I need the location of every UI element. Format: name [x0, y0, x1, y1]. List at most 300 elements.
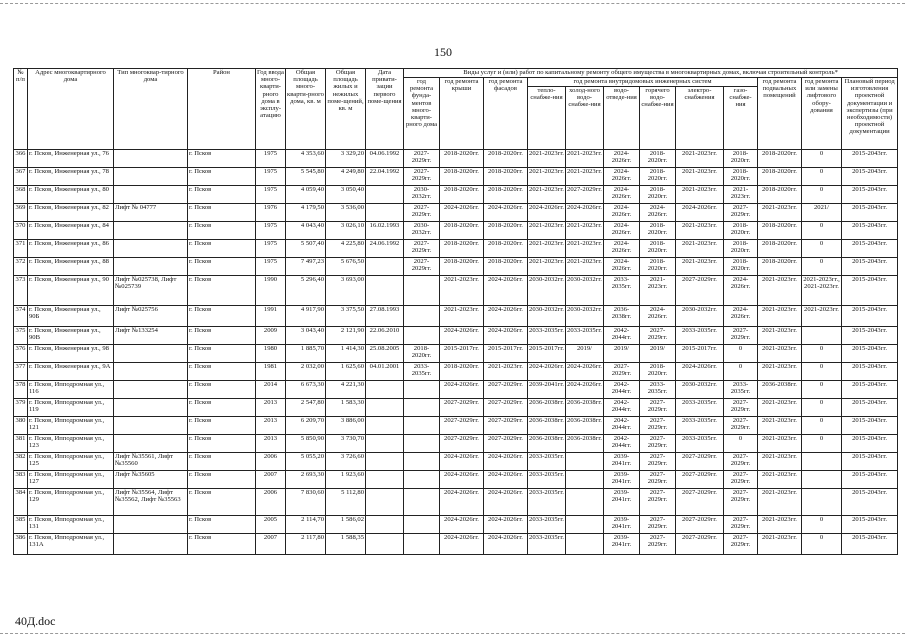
- living-area-cell: 3 693,00: [326, 276, 366, 306]
- address-cell: г. Псков, Ипподромная ул., 125: [28, 453, 114, 471]
- address-cell: г. Псков, Инженерная ул., 90: [28, 276, 114, 306]
- living-area-cell: 3 375,50: [326, 306, 366, 327]
- elevator-cell: 0: [802, 363, 842, 381]
- living-area-cell: 3 050,40: [326, 186, 366, 204]
- foundation-cell: [404, 399, 440, 417]
- total-area-cell: 5 545,80: [286, 168, 326, 186]
- heat-cell: 2021-2023гг.: [528, 168, 566, 186]
- year-built-cell: 2005: [256, 516, 286, 534]
- house-type-cell: Лифт №025756: [114, 306, 188, 327]
- privatization-date-cell: [366, 453, 404, 471]
- elevator-cell: [802, 327, 842, 345]
- heat-cell: 2021-2023гг.: [528, 186, 566, 204]
- sewage-cell: 2033-2035гг.: [604, 276, 640, 306]
- foundation-cell: [404, 453, 440, 471]
- cold-water-cell: 2030-2032гг.: [566, 306, 604, 327]
- house-type-cell: [114, 258, 188, 276]
- table-row: [14, 534, 898, 555]
- living-area-cell: 5 676,50: [326, 258, 366, 276]
- hot-water-cell: 2027-2029гг.: [640, 516, 676, 534]
- electric-cell: 2021-2023гг.: [676, 186, 724, 204]
- sewage-cell: 2039-2041гг.: [604, 471, 640, 489]
- district-cell: г. Псков: [188, 222, 256, 240]
- table-row: [14, 489, 898, 516]
- header-electric: электро-снабжения: [676, 87, 724, 150]
- roof-cell: 2024-2026гг.: [440, 381, 484, 399]
- basement-cell: 2021-2023гг.: [758, 516, 802, 534]
- sewage-cell: 2039-2041гг.: [604, 489, 640, 516]
- row-number: 374: [14, 306, 28, 327]
- heat-cell: 2033-2035гг.: [528, 453, 566, 471]
- roof-cell: 2024-2026гг.: [440, 489, 484, 516]
- total-area-cell: 7 497,23: [286, 258, 326, 276]
- foundation-cell: 2030-2032гг.: [404, 222, 440, 240]
- heat-cell: 2033-2035гг.: [528, 327, 566, 345]
- heat-cell: 2024-2026гг.: [528, 204, 566, 222]
- year-built-cell: 1991: [256, 306, 286, 327]
- header-engineering-group: год ремонта внутридомовых инженерных систем: [528, 78, 758, 87]
- gas-cell: 0: [724, 435, 758, 453]
- header-planned-period: Плановый период изготовления проектной документации и экспертизы (при необходимости) проектной документации: [842, 78, 898, 150]
- elevator-cell: [802, 471, 842, 489]
- district-cell: г. Псков: [188, 186, 256, 204]
- roof-cell: 2021-2023гг.: [440, 306, 484, 327]
- hot-water-cell: 2018-2020гг.: [640, 150, 676, 168]
- living-area-cell: 3 026,10: [326, 222, 366, 240]
- foundation-cell: [404, 471, 440, 489]
- facade-cell: 2024-2026гг.: [484, 306, 528, 327]
- heat-cell: 2033-2035гг.: [528, 516, 566, 534]
- hot-water-cell: 2024-2026гг.: [640, 204, 676, 222]
- heat-cell: 2021-2023гг.: [528, 222, 566, 240]
- sewage-cell: 2024-2026гг.: [604, 168, 640, 186]
- hot-water-cell: 2027-2029гг.: [640, 435, 676, 453]
- roof-cell: 2018-2020гг.: [440, 240, 484, 258]
- basement-cell: 2018-2020гг.: [758, 186, 802, 204]
- heat-cell: 2024-2026гг.: [528, 363, 566, 381]
- facade-cell: 2015-2017гг.: [484, 345, 528, 363]
- row-number: 369: [14, 204, 28, 222]
- table-row: [14, 168, 898, 186]
- planned-period-cell: 2015-2043гг.: [842, 516, 898, 534]
- foundation-cell: [404, 381, 440, 399]
- house-type-cell: Лифт №025738, Лифт №025739: [114, 276, 188, 306]
- header-num: № п/п: [14, 69, 28, 150]
- facade-cell: 2018-2020гг.: [484, 168, 528, 186]
- gas-cell: 2027-2029гг.: [724, 453, 758, 471]
- cold-water-cell: 2024-2026гг.: [566, 381, 604, 399]
- living-area-cell: 4 249,80: [326, 168, 366, 186]
- gas-cell: 2018-2020гг.: [724, 240, 758, 258]
- row-number: 384: [14, 489, 28, 516]
- planned-period-cell: 2015-2043гг.: [842, 222, 898, 240]
- row-number: 380: [14, 417, 28, 435]
- privatization-date-cell: 24.06.1992: [366, 240, 404, 258]
- district-cell: г. Псков: [188, 453, 256, 471]
- electric-cell: 2027-2029гг.: [676, 489, 724, 516]
- year-built-cell: 1975: [256, 186, 286, 204]
- house-type-cell: [114, 240, 188, 258]
- year-built-cell: 1980: [256, 345, 286, 363]
- row-number: 372: [14, 258, 28, 276]
- total-area-cell: 4 353,60: [286, 150, 326, 168]
- foundation-cell: [404, 516, 440, 534]
- gas-cell: 2018-2020гг.: [724, 222, 758, 240]
- sewage-cell: 2024-2026гг.: [604, 258, 640, 276]
- gas-cell: 2018-2020гг.: [724, 168, 758, 186]
- sewage-cell: 2024-2026гг.: [604, 150, 640, 168]
- facade-cell: 2027-2029гг.: [484, 381, 528, 399]
- address-cell: г. Псков, Ипподромная ул., 131А: [28, 534, 114, 555]
- privatization-date-cell: [366, 534, 404, 555]
- house-type-cell: [114, 150, 188, 168]
- planned-period-cell: 2015-2043гг.: [842, 381, 898, 399]
- heat-cell: 2033-2035гг.: [528, 534, 566, 555]
- roof-cell: 2024-2026гг.: [440, 516, 484, 534]
- privatization-date-cell: [366, 204, 404, 222]
- table-row: [14, 240, 898, 258]
- row-number: 379: [14, 399, 28, 417]
- planned-period-cell: 2015-2043гг.: [842, 363, 898, 381]
- privatization-date-cell: [366, 435, 404, 453]
- electric-cell: 2021-2023гг.: [676, 168, 724, 186]
- basement-cell: 2021-2023гг.: [758, 204, 802, 222]
- house-type-cell: [114, 516, 188, 534]
- total-area-cell: 4 043,40: [286, 222, 326, 240]
- address-cell: г. Псков, Ипподромная ул., 131: [28, 516, 114, 534]
- electric-cell: 2024-2026гг.: [676, 204, 724, 222]
- elevator-cell: 0: [802, 345, 842, 363]
- house-type-cell: [114, 168, 188, 186]
- header-facade: год ремонта фасадов: [484, 78, 528, 150]
- year-built-cell: 2013: [256, 417, 286, 435]
- living-area-cell: 1 588,35: [326, 534, 366, 555]
- electric-cell: 2021-2023гг.: [676, 240, 724, 258]
- heat-cell: 2021-2023гг.: [528, 240, 566, 258]
- total-area-cell: 4 179,50: [286, 204, 326, 222]
- row-number: 386: [14, 534, 28, 555]
- top-dashed-border: [0, 3, 905, 4]
- roof-cell: 2018-2020гг.: [440, 363, 484, 381]
- privatization-date-cell: 16.02.1993: [366, 222, 404, 240]
- roof-cell: 2021-2023гг.: [440, 276, 484, 306]
- sewage-cell: 2027-2029гг.: [604, 363, 640, 381]
- hot-water-cell: 2018-2020гг.: [640, 258, 676, 276]
- elevator-cell: 0: [802, 186, 842, 204]
- elevator-cell: 0: [802, 534, 842, 555]
- repair-schedule-table: [13, 68, 898, 555]
- gas-cell: 2027-2029гг.: [724, 399, 758, 417]
- row-number: 371: [14, 240, 28, 258]
- planned-period-cell: 2015-2043гг.: [842, 435, 898, 453]
- electric-cell: 2027-2029гг.: [676, 534, 724, 555]
- row-number: 375: [14, 327, 28, 345]
- address-cell: г. Псков, Инженерная ул., 88: [28, 258, 114, 276]
- roof-cell: 2024-2026гг.: [440, 534, 484, 555]
- roof-cell: 2024-2026гг.: [440, 453, 484, 471]
- district-cell: г. Псков: [188, 306, 256, 327]
- gas-cell: 2024-2026гг.: [724, 306, 758, 327]
- house-type-cell: [114, 381, 188, 399]
- header-house-type: Тип многоквар-тирного дома: [114, 69, 188, 150]
- heat-cell: 2036-2038гг.: [528, 417, 566, 435]
- facade-cell: 2027-2029гг.: [484, 435, 528, 453]
- basement-cell: 2021-2023гг.: [758, 453, 802, 471]
- address-cell: г. Псков, Инженерная ул., 80: [28, 186, 114, 204]
- district-cell: г. Псков: [188, 534, 256, 555]
- foundation-cell: 2027-2029гг.: [404, 204, 440, 222]
- cold-water-cell: 2036-2038гг.: [566, 399, 604, 417]
- cold-water-cell: 2036-2038гг.: [566, 417, 604, 435]
- elevator-cell: 0: [802, 399, 842, 417]
- district-cell: г. Псков: [188, 399, 256, 417]
- cold-water-cell: 2024-2026гг.: [566, 363, 604, 381]
- header-district: Район: [188, 69, 256, 150]
- header-living-area: Общая площадь жилых и нежилых поме-щений, кв. м: [326, 69, 366, 150]
- planned-period-cell: 2015-2043гг.: [842, 489, 898, 516]
- living-area-cell: 1 923,60: [326, 471, 366, 489]
- row-number: 373: [14, 276, 28, 306]
- privatization-date-cell: 04.06.1992: [366, 150, 404, 168]
- planned-period-cell: 2015-2043гг.: [842, 150, 898, 168]
- electric-cell: 2033-2035гг.: [676, 327, 724, 345]
- facade-cell: 2027-2029гг.: [484, 399, 528, 417]
- sewage-cell: 2042-2044гг.: [604, 399, 640, 417]
- hot-water-cell: 2027-2029гг.: [640, 399, 676, 417]
- hot-water-cell: 2018-2020гг.: [640, 186, 676, 204]
- privatization-date-cell: [366, 258, 404, 276]
- hot-water-cell: 2024-2026гг.: [640, 306, 676, 327]
- living-area-cell: 3 536,00: [326, 204, 366, 222]
- basement-cell: 2021-2023гг.: [758, 534, 802, 555]
- header-address: Адрес многоквартирного дома: [28, 69, 114, 150]
- facade-cell: 2024-2026гг.: [484, 489, 528, 516]
- planned-period-cell: 2015-2043гг.: [842, 453, 898, 471]
- page-number: 150: [434, 45, 452, 59]
- heat-cell: 2021-2023гг.: [528, 258, 566, 276]
- table-row: [14, 306, 898, 327]
- address-cell: г. Псков, Ипподромная ул., 116: [28, 381, 114, 399]
- cold-water-cell: 2021-2023гг.: [566, 168, 604, 186]
- total-area-cell: 4 917,90: [286, 306, 326, 327]
- district-cell: г. Псков: [188, 258, 256, 276]
- electric-cell: 2033-2035гг.: [676, 417, 724, 435]
- header-roof: год ремонта крыши: [440, 78, 484, 150]
- house-type-cell: Лифт №35564, Лифт №35562, Лифт №35563: [114, 489, 188, 516]
- year-built-cell: 1976: [256, 204, 286, 222]
- planned-period-cell: 2015-2043гг.: [842, 345, 898, 363]
- sewage-cell: 2042-2044гг.: [604, 381, 640, 399]
- cold-water-cell: 2030-2032гг.: [566, 276, 604, 306]
- address-cell: г. Псков, Инженерная ул., 84: [28, 222, 114, 240]
- elevator-cell: 0: [802, 222, 842, 240]
- sewage-cell: 2042-2044гг.: [604, 327, 640, 345]
- total-area-cell: 6 209,70: [286, 417, 326, 435]
- header-heat: тепло-снабже-ния: [528, 87, 566, 150]
- table-row: [14, 435, 898, 453]
- sewage-cell: 2024-2026гг.: [604, 204, 640, 222]
- district-cell: г. Псков: [188, 327, 256, 345]
- privatization-date-cell: 25.08.2005: [366, 345, 404, 363]
- total-area-cell: 5 850,90: [286, 435, 326, 453]
- gas-cell: 2021-2023гг.: [724, 186, 758, 204]
- electric-cell: 2015-2017гг.: [676, 345, 724, 363]
- cold-water-cell: [566, 534, 604, 555]
- row-number: 376: [14, 345, 28, 363]
- table-row: [14, 345, 898, 363]
- row-number: 378: [14, 381, 28, 399]
- living-area-cell: 3 886,00: [326, 417, 366, 435]
- district-cell: г. Псков: [188, 489, 256, 516]
- table-row: [14, 222, 898, 240]
- total-area-cell: 2 693,30: [286, 471, 326, 489]
- total-area-cell: 2 032,00: [286, 363, 326, 381]
- planned-period-cell: 2015-2043гг.: [842, 327, 898, 345]
- district-cell: г. Псков: [188, 168, 256, 186]
- district-cell: г. Псков: [188, 435, 256, 453]
- basement-cell: 2021-2023гг.: [758, 345, 802, 363]
- facade-cell: 2027-2029гг.: [484, 417, 528, 435]
- year-built-cell: 2007: [256, 471, 286, 489]
- foundation-cell: [404, 306, 440, 327]
- hot-water-cell: 2021-2023гг.: [640, 276, 676, 306]
- planned-period-cell: 2015-2043гг.: [842, 186, 898, 204]
- facade-cell: 2024-2026гг.: [484, 204, 528, 222]
- table-row: [14, 471, 898, 489]
- hot-water-cell: 2027-2029гг.: [640, 453, 676, 471]
- heat-cell: 2033-2035гг.: [528, 489, 566, 516]
- table-row: [14, 327, 898, 345]
- basement-cell: 2018-2020гг.: [758, 258, 802, 276]
- row-number: 381: [14, 435, 28, 453]
- hot-water-cell: 2018-2020гг.: [640, 168, 676, 186]
- cold-water-cell: 2033-2035гг.: [566, 327, 604, 345]
- year-built-cell: 1975: [256, 222, 286, 240]
- cold-water-cell: [566, 489, 604, 516]
- foundation-cell: [404, 276, 440, 306]
- basement-cell: 2021-2023гг.: [758, 399, 802, 417]
- header-sewage: водо-отведе-ния: [604, 87, 640, 150]
- cold-water-cell: [566, 471, 604, 489]
- address-cell: г. Псков, Инженерная ул., 90Б: [28, 306, 114, 327]
- year-built-cell: 1975: [256, 168, 286, 186]
- house-type-cell: [114, 186, 188, 204]
- privatization-date-cell: [366, 186, 404, 204]
- living-area-cell: 1 625,60: [326, 363, 366, 381]
- total-area-cell: 5 055,20: [286, 453, 326, 471]
- cold-water-cell: [566, 516, 604, 534]
- cold-water-cell: 2036-2038гг.: [566, 435, 604, 453]
- heat-cell: 2039-2041гг.: [528, 381, 566, 399]
- year-built-cell: 2009: [256, 327, 286, 345]
- row-number: 370: [14, 222, 28, 240]
- address-cell: г. Псков, Ипподромная ул., 121: [28, 417, 114, 435]
- basement-cell: 2018-2020гг.: [758, 222, 802, 240]
- privatization-date-cell: [366, 276, 404, 306]
- total-area-cell: 5 507,40: [286, 240, 326, 258]
- basement-cell: 2021-2023гг.: [758, 306, 802, 327]
- total-area-cell: 2 114,70: [286, 516, 326, 534]
- sewage-cell: 2036-2038гг.: [604, 306, 640, 327]
- cold-water-cell: 2021-2023гг.: [566, 222, 604, 240]
- facade-cell: 2024-2026гг.: [484, 276, 528, 306]
- total-area-cell: 2 547,80: [286, 399, 326, 417]
- header-gas: газо-снабже-ния: [724, 87, 758, 150]
- total-area-cell: 7 830,60: [286, 489, 326, 516]
- sewage-cell: 2024-2026гг.: [604, 222, 640, 240]
- privatization-date-cell: [366, 516, 404, 534]
- table-row: [14, 453, 898, 471]
- facade-cell: 2024-2026гг.: [484, 453, 528, 471]
- gas-cell: 2027-2029гг.: [724, 417, 758, 435]
- facade-cell: 2024-2026гг.: [484, 327, 528, 345]
- basement-cell: 2021-2023гг.: [758, 471, 802, 489]
- privatization-date-cell: [366, 489, 404, 516]
- address-cell: г. Псков, Инженерная ул., 98: [28, 345, 114, 363]
- year-built-cell: 1975: [256, 240, 286, 258]
- planned-period-cell: 2015-2043гг.: [842, 417, 898, 435]
- house-type-cell: [114, 417, 188, 435]
- district-cell: г. Псков: [188, 345, 256, 363]
- elevator-cell: 0: [802, 435, 842, 453]
- electric-cell: 2030-2032гг.: [676, 381, 724, 399]
- year-built-cell: 2013: [256, 435, 286, 453]
- electric-cell: 2027-2029гг.: [676, 471, 724, 489]
- header-foundation: год ремонта фунда-ментов много-кварти-рного дома: [404, 78, 440, 150]
- district-cell: г. Псков: [188, 204, 256, 222]
- sewage-cell: 2024-2026гг.: [604, 240, 640, 258]
- roof-cell: 2018-2020гг.: [440, 168, 484, 186]
- year-built-cell: 2013: [256, 399, 286, 417]
- electric-cell: 2033-2035гг.: [676, 435, 724, 453]
- heat-cell: 2036-2038гг.: [528, 399, 566, 417]
- cold-water-cell: 2024-2026гг.: [566, 204, 604, 222]
- cold-water-cell: 2021-2023гг.: [566, 240, 604, 258]
- row-number: 382: [14, 453, 28, 471]
- year-built-cell: 2006: [256, 453, 286, 471]
- cold-water-cell: 2027-2029гг.: [566, 186, 604, 204]
- house-type-cell: Лифт №133254: [114, 327, 188, 345]
- planned-period-cell: 2015-2043гг.: [842, 306, 898, 327]
- foundation-cell: 2030-2032гг.: [404, 186, 440, 204]
- house-type-cell: Лифт №35561, Лифт №35560: [114, 453, 188, 471]
- roof-cell: 2018-2020гг.: [440, 222, 484, 240]
- hot-water-cell: 2027-2029гг.: [640, 489, 676, 516]
- planned-period-cell: 2015-2043гг.: [842, 204, 898, 222]
- roof-cell: 2024-2026гг.: [440, 471, 484, 489]
- hot-water-cell: 2027-2029гг.: [640, 417, 676, 435]
- bottom-dashed-border: [0, 633, 905, 634]
- row-number: 366: [14, 150, 28, 168]
- elevator-cell: 0: [802, 240, 842, 258]
- gas-cell: 0: [724, 363, 758, 381]
- table-row: [14, 381, 898, 399]
- house-type-cell: [114, 534, 188, 555]
- basement-cell: 2018-2020гг.: [758, 150, 802, 168]
- address-cell: г. Псков, Инженерная ул., 9А: [28, 363, 114, 381]
- privatization-date-cell: 04.01.2001: [366, 363, 404, 381]
- foundation-cell: 2027-2029гг.: [404, 168, 440, 186]
- elevator-cell: 2021-2023гг., 2021-2023гг.: [802, 276, 842, 306]
- house-type-cell: [114, 399, 188, 417]
- hot-water-cell: 2018-2020гг.: [640, 363, 676, 381]
- heat-cell: 2015-2017гг.: [528, 345, 566, 363]
- footer-filename: 40Д.doc: [15, 614, 56, 628]
- header-basement: год ремонта подвальных помещений: [758, 78, 802, 150]
- header-services-group: Виды услуг и (или) работ по капитальному ремонту общего имущества в многоквартирных домах, включая строительный контроль*: [404, 69, 898, 78]
- header-year-built: Год ввода много-кварти-рного дома в эксплу-атацию: [256, 69, 286, 150]
- planned-period-cell: 2015-2043гг.: [842, 258, 898, 276]
